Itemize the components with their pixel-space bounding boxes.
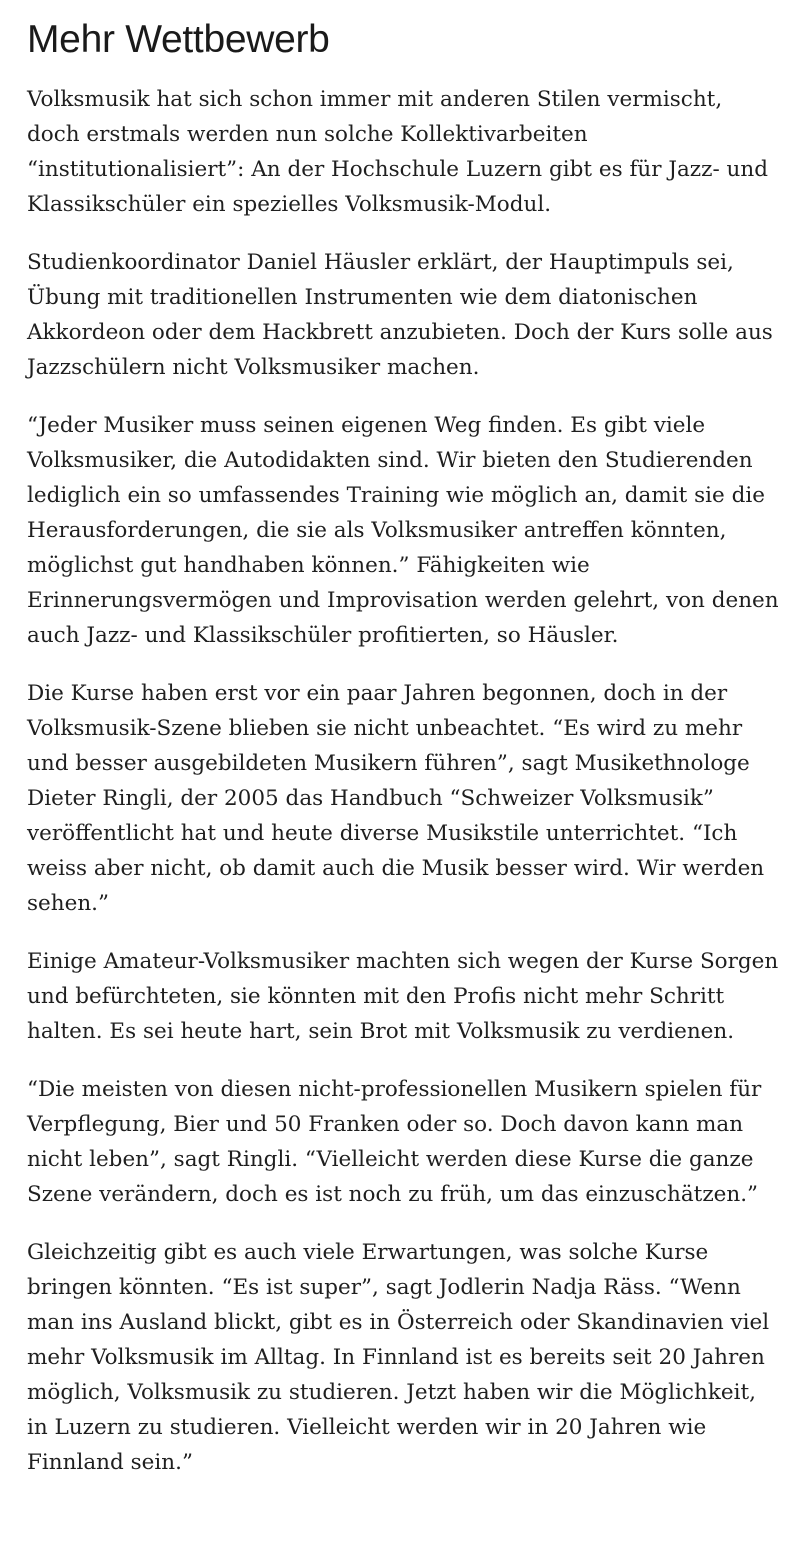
article-paragraph-3: “Jeder Musiker muss seinen eigenen Weg finden. Es gibt viele Volksmusiker, die Autodidakten sind. Wir bieten den Studierenden lediglich ein so umfassendes Training wie möglich an, damit sie die Herausforderungen, die sie als Volksmusiker antreffen könnten, möglichst gut handhaben können.” Fähigkeiten wie Erinnerungsvermögen und Improvisation werden gelehrt, von denen auch Jazz- und Klassikschüler profitierten, so Häusler. [27,413,779,648]
article-paragraph-6: “Die meisten von diesen nicht-professionellen Musikern spielen für Verpflegung, Bier und 50 Franken oder so. Doch davon kann man nicht leben”, sagt Ringli. “Vielleicht werden diese Kurse die ganze Szene verändern, doch es ist noch zu früh, um das einzuschätzen.” [27,1077,762,1207]
article-paragraph-5: Einige Amateur-Volksmusiker machten sich wegen der Kurse Sorgen und befürchteten, sie könnten mit den Profis nicht mehr Schritt halten. Es sei heute hart, sein Brot mit Volksmusik zu verdienen. [27,949,779,1044]
article-section [27,0,780,1480]
article-paragraph-4: Die Kurse haben erst vor ein paar Jahren begonnen, doch in der Volksmusik-Szene blieben sie nicht unbeachtet. “Es wird zu mehr und besser ausgebildeten Musikern führen”, sagt Musikethnologe Dieter Ringli, der 2005 das Handbuch “Schweizer Volksmusik” veröffentlicht hat und heute diverse Musikstile unterrichtet. “Ich weiss aber nicht, ob damit auch die Musik besser wird. Wir werden sehen.” [27,681,765,916]
article-paragraph-7: Gleichzeitig gibt es auch viele Erwartungen, was solche Kurse bringen könnten. “Es ist super”, sagt Jodlerin Nadja Räss. “Wenn man ins Ausland blickt, gibt es in Österreich oder Skandinavien viel mehr Volksmusik im Alltag. In Finnland ist es bereits seit 20 Jahren möglich, Volksmusik zu studieren. Jetzt haben wir die Möglichkeit, in Luzern zu studieren. Vielleicht werden wir in 20 Jahren wie Finnland sein.” [27,1240,770,1475]
article-paragraph-1: Volksmusik hat sich schon immer mit anderen Stilen vermischt, doch erstmals werden nun solche Kollektivarbeiten “institutionalisiert”: An der Hochschule Luzern gibt es für Jazz- und Klassikschüler ein spezielles Volksmusik-Modul. [27,87,769,217]
article-paragraph-2: Studienkoordinator Daniel Häusler erklärt, der Hauptimpuls sei, Übung mit traditionellen Instrumenten wie dem diatonischen Akkordeon oder dem Hackbrett anzubieten. Doch der Kurs solle aus Jazzschülern nicht Volksmusiker machen. [27,250,773,380]
section-heading: Mehr Wettbewerb [27,18,330,61]
